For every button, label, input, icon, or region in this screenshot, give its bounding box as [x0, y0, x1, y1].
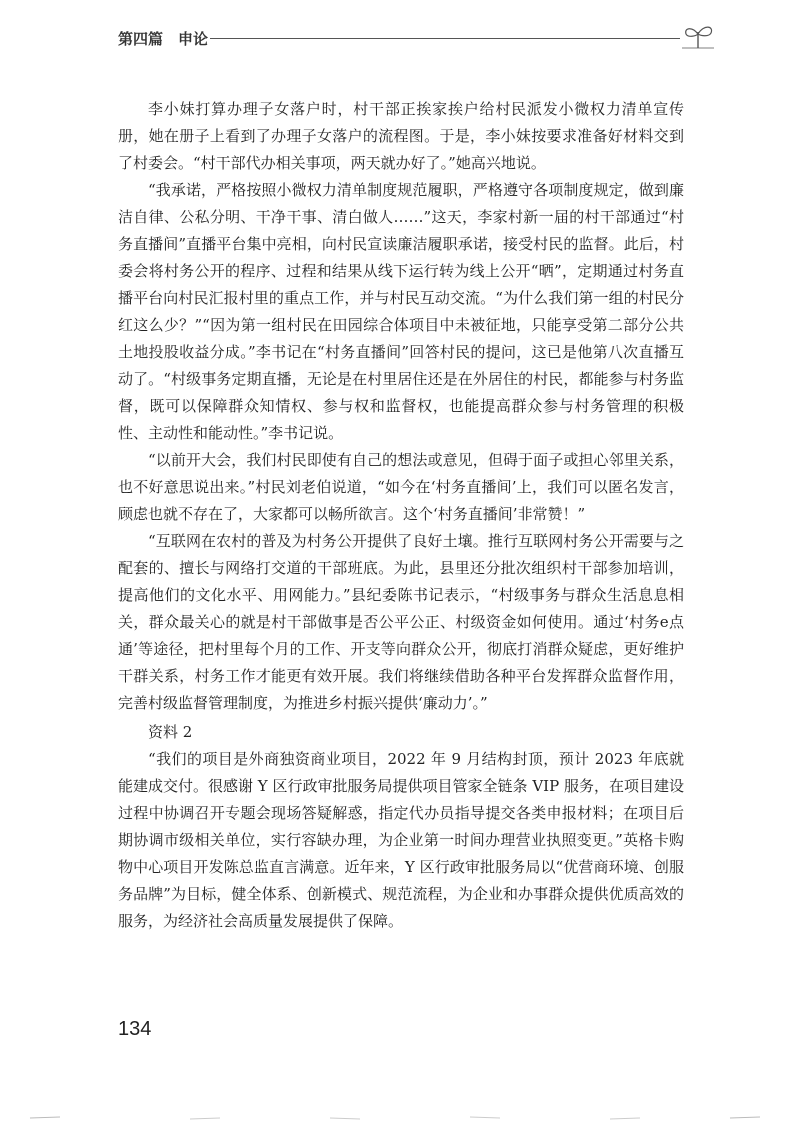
paragraph-3: “以前开大会，我们村民即使有自己的想法或意见，但碍于面子或担心邻里关系，也不好意思说出来。”村民刘老伯说道，“如今在‘村务直播间’上，我们可以匿名发言，顾虑也就不存在了，大家都可以畅所欲言。这个‘村务直播间’非常赞！”: [118, 451, 684, 523]
section-paragraph-1: “我们的项目是外商独资商业项目，2022 年 9 月结构封顶，预计 2023 年底就能建成交付。很感谢 Y 区行政审批服务局提供项目管家全链条 VIP 服务，在项目建设过程中协调召开专题会现场答疑解惑，指定代办员指导提交各类申报材料；在项目后期协调市级相关单位，实行容缺办理，为企业第一时间办理营业执照变更。”英格卡购物中心项目开发陈总监直言满意。近年来，Y 区行政审批服务局以“优营商环境、创服务品牌”为目标，健全体系、创新模式、规范流程，为企业和办事群众提供优质高效的服务，为经济社会高质量发展提供了保障。: [118, 750, 684, 930]
paragraph-2: “我承诺，严格按照小微权力清单制度规范履职，严格遵守各项制度规定，做到廉洁自律、公私分明、干净干事、清白做人……”这天，李家村新一届的村干部通过“村务直播间”直播平台集中亮相，向村民宣读廉洁履职承诺，接受村民的监督。此后，村委会将村务公开的程序、过程和结果从线下运行转为线上公开“晒”，定期通过村务直播平台向村民汇报村里的重点工作，并与村民互动交流。“为什么我们第一组的村民分红这么少？”“因为第一组村民在田园综合体项目中未被征地，只能享受第二部分公共土地投股收益分成。”李书记在“村务直播间”回答村民的提问，这已是他第八次直播互动了。“村级事务定期直播，无论是在村里居住还是在外居住的村民，都能参与村务监督，既可以保障群众知情权、参与权和监督权，也能提高群众参与村务管理的积极性、主动性和能动性。”李书记说。: [118, 181, 684, 442]
section-heading: 资料 2: [148, 723, 193, 741]
sprout-icon: [678, 22, 718, 50]
paragraph-1: 李小妹打算办理子女落户时，村干部正挨家挨户给村民派发小微权力清单宣传册，她在册子上看到了办理子女落户的流程图。于是，李小妹按要求准备好材料交到了村委会。“村干部代办相关事项，两天就办好了。”她高兴地说。: [118, 100, 684, 172]
header-rule: [210, 38, 680, 39]
header-title: 第四篇 申论: [118, 30, 209, 48]
scan-edge-marks: [0, 1108, 800, 1128]
page-number: 134: [118, 1018, 152, 1040]
running-header: [118, 22, 718, 62]
page-body: [118, 96, 684, 935]
paragraph-4: “互联网在农村的普及为村务公开提供了良好土壤。推行互联网村务公开需要与之配套的、擅长与网络打交道的干部班底。为此，县里还分批次组织村干部参加培训，提高他们的文化水平、用网能力。”县纪委陈书记表示，“村级事务与群众生活息息相关，群众最关心的就是村干部做事是否公平公正、村级资金如何使用。通过‘村务e点通’等途径，把村里每个月的工作、开支等向群众公开，彻底打消群众疑虑，更好维护干群关系，村务工作才能更有效开展。我们将继续借助各种平台发挥群众监督作用，完善村级监督管理制度，为推进乡村振兴提供‘廉动力’。”: [118, 532, 684, 712]
